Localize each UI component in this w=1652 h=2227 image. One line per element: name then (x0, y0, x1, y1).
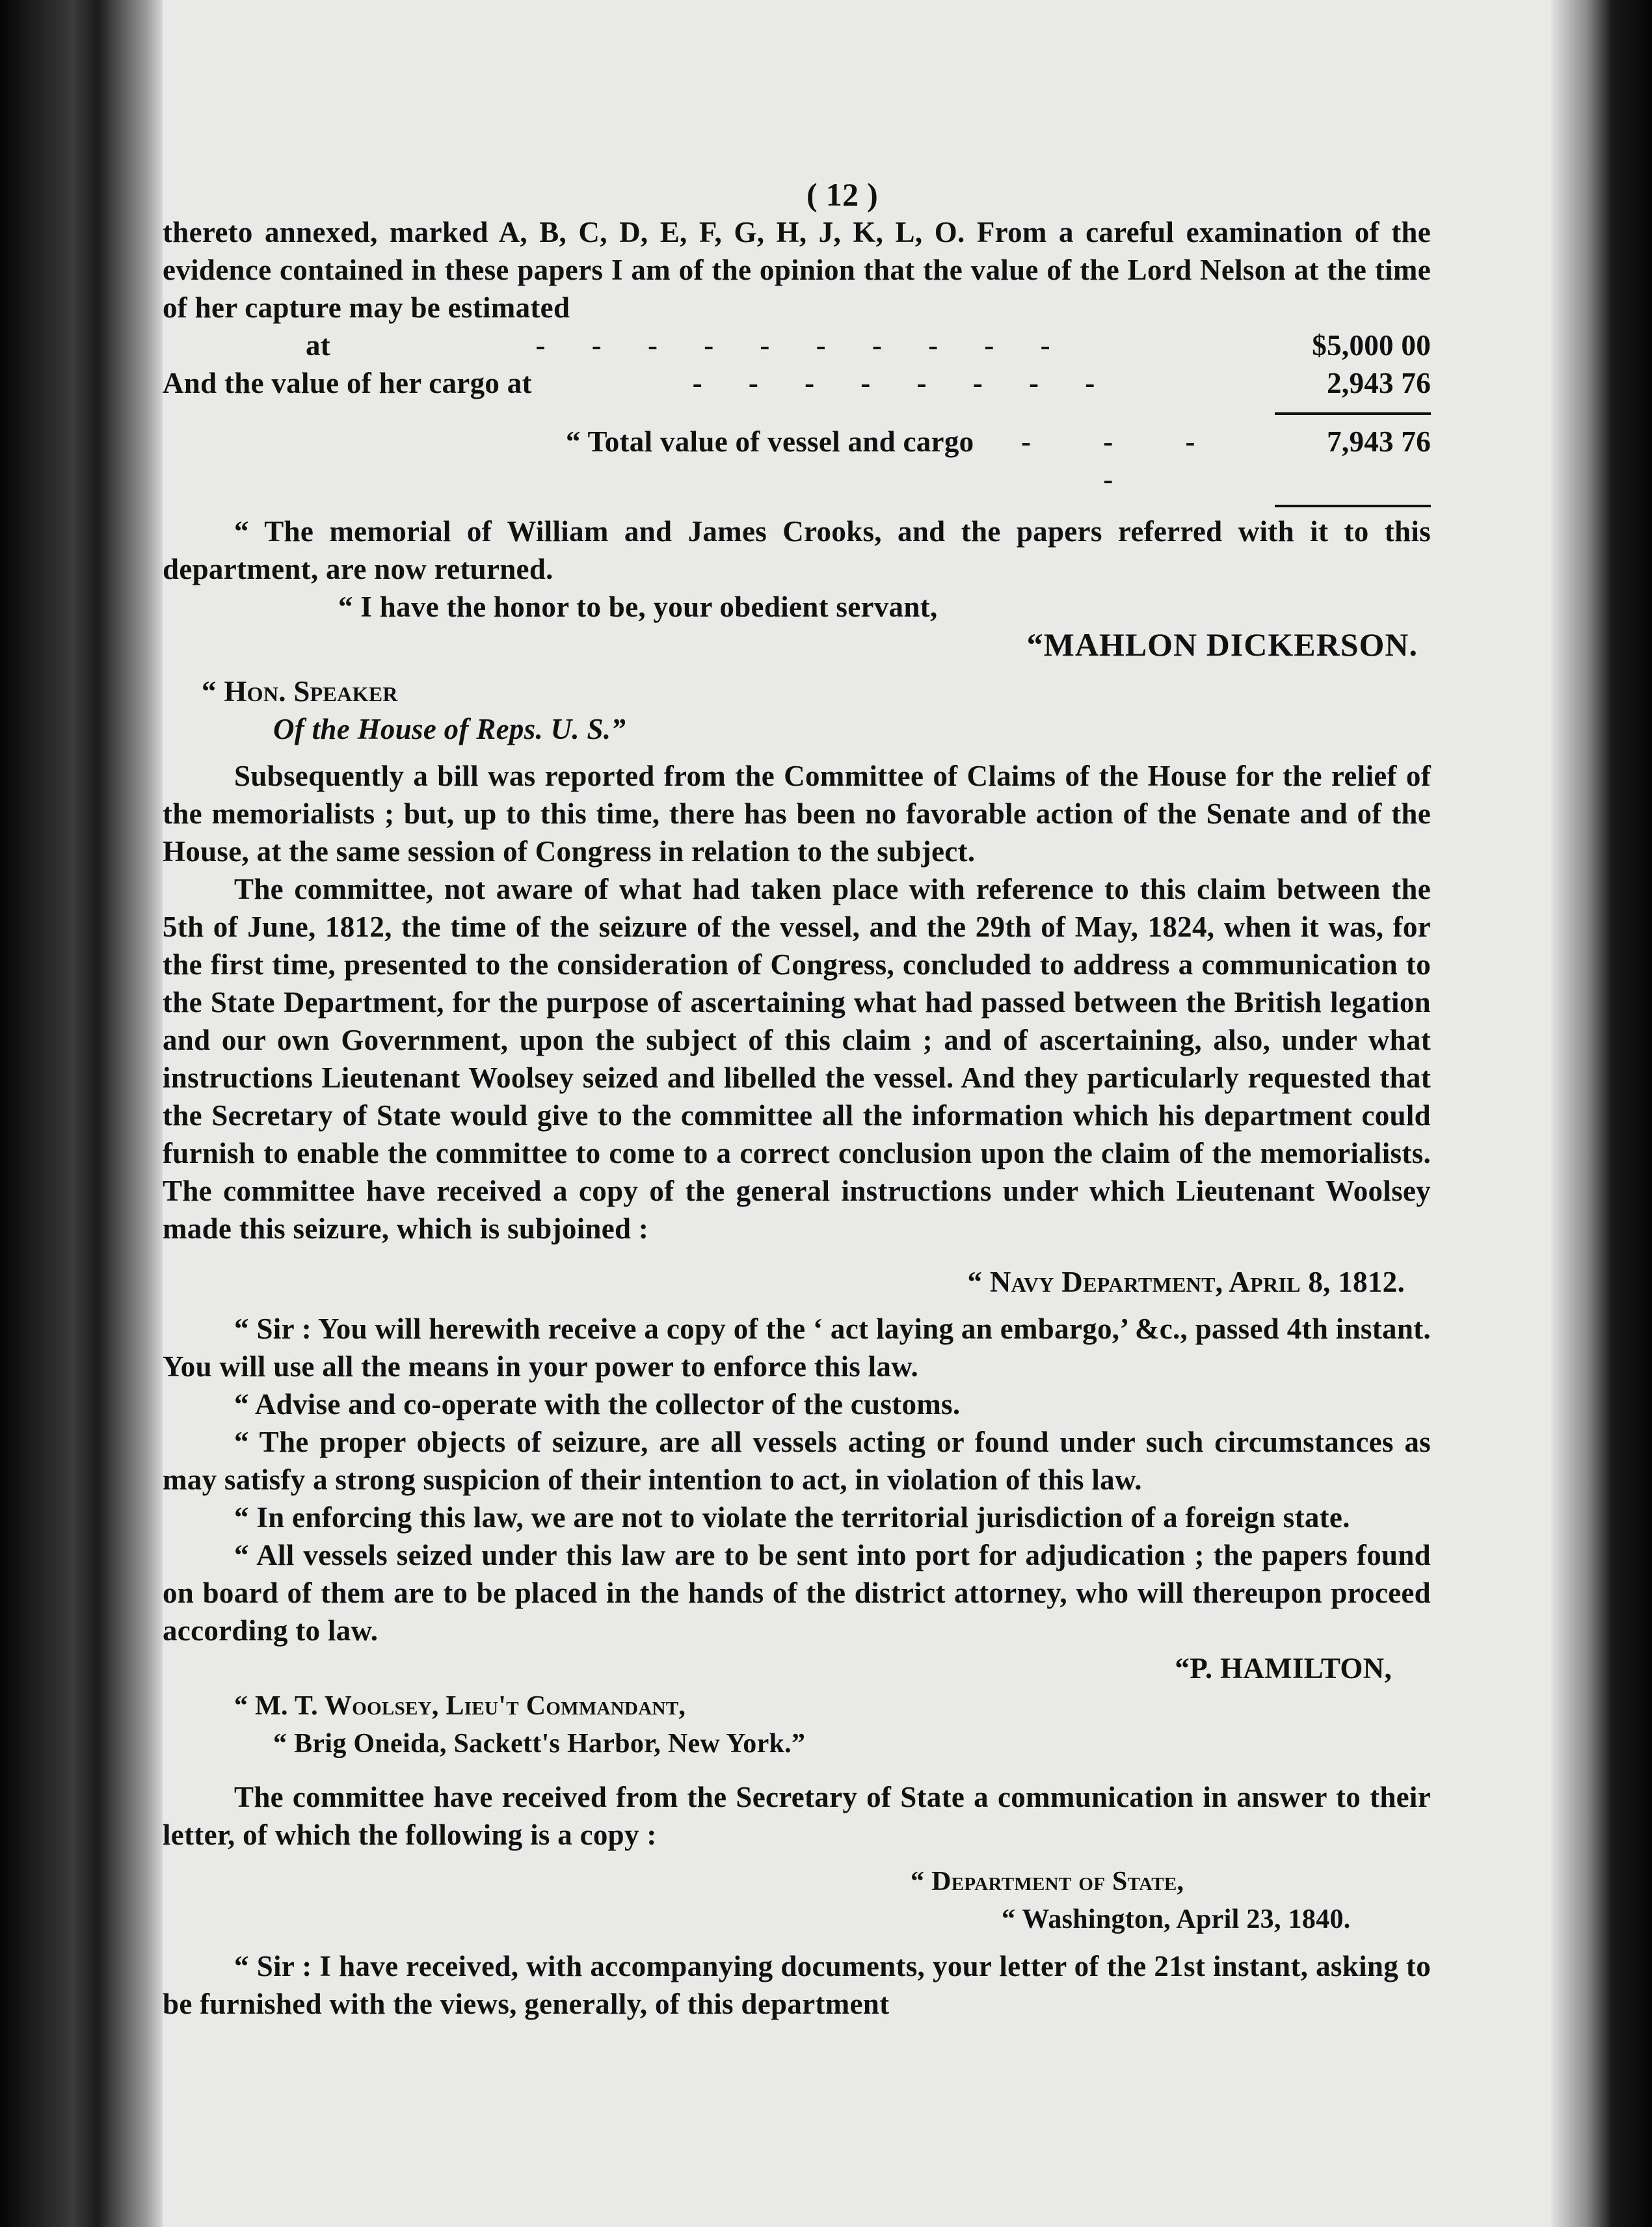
signature-hamilton: “P. HAMILTON, (1175, 1652, 1392, 1685)
proper-objects-paragraph: “ The proper objects of seizure, are all vessels acting or found under such circumstances as may satisfy a strong suspicion of their intention to act, in violation of this law. (163, 1426, 1431, 1496)
opening-lines: thereto annexed, marked A, B, C, D, E, F, G, H, J, K, L, O. From a careful examination of the evidence contained in these papers I am of the opinion that the value of the Lord Nelson at the time of her capture may be estimated (163, 216, 1431, 324)
leader-dots: - - - - (1020, 425, 1228, 496)
leader-dots: - - - - - - - - (692, 367, 1115, 399)
letter-sir-paragraph: “ Sir : You will herewith receive a copy of the ‘ act laying an embargo,’ &c., passed 4th instant. You will use all the means in your power to enforce this law. (163, 1313, 1431, 1383)
advise-paragraph: “ Advise and co-operate with the collector of the customs. (234, 1388, 961, 1420)
total-value-label: “ Total value of vessel and cargo (566, 425, 974, 458)
state-dateline-line1: “ Department of State, (911, 1867, 1184, 1897)
total-rule (1275, 505, 1431, 507)
recipient-line1: “ M. T. Woolsey, Lieu't Commandant, (234, 1691, 686, 1721)
closing-line: “ I have the honor to be, your obedient servant, (338, 591, 938, 623)
cargo-value-label: And the value of her cargo at (163, 367, 532, 399)
enforcing-paragraph: “ In enforcing this law, we are not to violate the territorial jurisdiction of a foreign state. (234, 1501, 1350, 1534)
scan-right-edge (1551, 0, 1652, 2227)
vessel-value-amount: $5,000 00 (1312, 329, 1431, 362)
paragraph-received: The committee have received from the Secretary of State a communication in answer to their letter, of which the following is a copy : (163, 1781, 1431, 1851)
page-text (163, 176, 1431, 2023)
cargo-value-row (163, 364, 1431, 402)
total-value-row (163, 423, 1431, 498)
recipient-line2: “ Brig Oneida, Sackett's Harbor, New York.” (273, 1729, 806, 1759)
vessel-value-row (163, 327, 1431, 364)
vessel-value-label: at (306, 329, 331, 362)
scan-left-edge (0, 0, 163, 2227)
addressee-line1: “ Hon. Speaker (202, 675, 398, 708)
all-vessels-paragraph: “ All vessels seized under this law are to be sent into port for adjudication ; the papers found on board of them are to be placed in the hands of the district attorney, who will thereupon proceed according to law. (163, 1539, 1431, 1647)
addressee-line2: Of the House of Reps. U. S.” (273, 713, 626, 745)
page-number: ( 12 ) (806, 176, 879, 213)
sum-rule (1275, 412, 1431, 415)
total-value-amount: 7,943 76 (1327, 425, 1431, 458)
cargo-value-amount: 2,943 76 (1327, 367, 1431, 399)
navy-dateline: “ Navy Department, April 8, 1812. (967, 1266, 1405, 1298)
state-dateline-line2: “ Washington, April 23, 1840. (1002, 1904, 1351, 1934)
paragraph-subsequently: Subsequently a bill was reported from the Committee of Claims of the House for the relief of the memorialists ; but, up to this time, there has been no favorable action of the Senate and of the House, at the same session of Congress in relation to the subject. (163, 760, 1431, 868)
paragraph-committee: The committee, not aware of what had taken place with reference to this claim between the 5th of June, 1812, the time of the seizure of the vessel, and the 29th of May, 1824, when it was, for the first time, presented to the consideration of Congress, concluded to address a communication to the State Department, for the purpose of ascertaining what had passed between the British legation and our own Government, upon the subject of this claim ; and of ascertaining, also, under what instructions Lieutenant Woolsey seized and libelled the vessel. And they particularly requested that the Secretary of State would give to the committee all the information which his department could furnish to enable the committee to come to a correct conclusion upon the claim of the memorialists. The committee have received a copy of the general instructions under which Lieutenant Woolsey made this seizure, which is subjoined : (163, 873, 1431, 1245)
memorial-paragraph: “ The memorial of William and James Crooks, and the papers referred with it to this department, are now returned. (163, 515, 1431, 585)
letter-sir-paragraph-2: “ Sir : I have received, with accompanying documents, your letter of the 21st instant, asking to be furnished with the views, generally, of this department (163, 1950, 1431, 2020)
leader-dots: - - - - - - - - - - (535, 329, 1070, 362)
signature-dickerson: “MAHLON DICKERSON. (1026, 626, 1418, 663)
